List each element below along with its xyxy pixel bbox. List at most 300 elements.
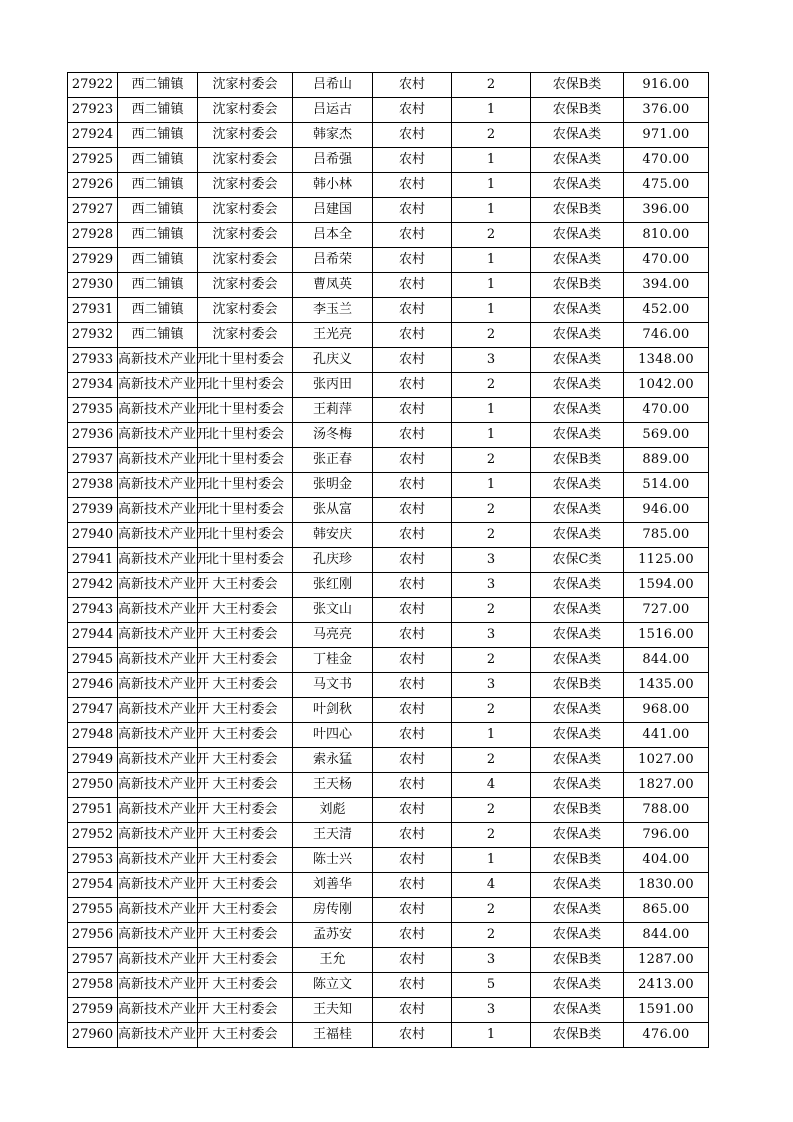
resident-name-cell: 叶剑秋 xyxy=(293,698,373,723)
area-type-cell: 农村 xyxy=(373,898,452,923)
insurance-category-cell: 农保A类 xyxy=(531,373,624,398)
town-cell: 高新技术产业开 xyxy=(118,998,198,1023)
resident-name-cell: 张明金 xyxy=(293,473,373,498)
household-count-cell: 2 xyxy=(452,123,531,148)
amount-cell: 475.00 xyxy=(624,173,709,198)
town-cell: 高新技术产业开 xyxy=(118,598,198,623)
town-cell: 高新技术产业开 xyxy=(118,973,198,998)
amount-cell: 844.00 xyxy=(624,648,709,673)
resident-name-cell: 吕建国 xyxy=(293,198,373,223)
town-cell: 高新技术产业开 xyxy=(118,473,198,498)
table-row xyxy=(68,648,709,673)
insurance-category-cell: 农保A类 xyxy=(531,898,624,923)
area-type-cell: 农村 xyxy=(373,273,452,298)
town-cell: 高新技术产业开 xyxy=(118,498,198,523)
amount-cell: 396.00 xyxy=(624,198,709,223)
record-id-cell: 27956 xyxy=(68,923,118,948)
insurance-category-cell: 农保A类 xyxy=(531,148,624,173)
insurance-category-cell: 农保A类 xyxy=(531,173,624,198)
town-cell: 高新技术产业开 xyxy=(118,398,198,423)
amount-cell: 946.00 xyxy=(624,498,709,523)
village-committee-cell: 大王村委会 xyxy=(198,1023,293,1048)
area-type-cell: 农村 xyxy=(373,748,452,773)
area-type-cell: 农村 xyxy=(373,373,452,398)
record-id-cell: 27929 xyxy=(68,248,118,273)
table-row xyxy=(68,148,709,173)
table-row xyxy=(68,123,709,148)
amount-cell: 968.00 xyxy=(624,698,709,723)
village-committee-cell: 大王村委会 xyxy=(198,798,293,823)
household-count-cell: 1 xyxy=(452,173,531,198)
table-row xyxy=(68,223,709,248)
insurance-category-cell: 农保A类 xyxy=(531,348,624,373)
town-cell: 西二铺镇 xyxy=(118,248,198,273)
resident-name-cell: 房传刚 xyxy=(293,898,373,923)
household-count-cell: 2 xyxy=(452,898,531,923)
amount-cell: 394.00 xyxy=(624,273,709,298)
household-count-cell: 1 xyxy=(452,848,531,873)
record-id-cell: 27940 xyxy=(68,523,118,548)
area-type-cell: 农村 xyxy=(373,573,452,598)
record-id-cell: 27947 xyxy=(68,698,118,723)
household-count-cell: 3 xyxy=(452,948,531,973)
insurance-category-cell: 农保B类 xyxy=(531,848,624,873)
household-count-cell: 2 xyxy=(452,598,531,623)
insurance-category-cell: 农保A类 xyxy=(531,623,624,648)
insurance-category-cell: 农保A类 xyxy=(531,248,624,273)
insurance-category-cell: 农保B类 xyxy=(531,448,624,473)
amount-cell: 844.00 xyxy=(624,923,709,948)
table-row xyxy=(68,873,709,898)
village-committee-cell: 大王村委会 xyxy=(198,898,293,923)
amount-cell: 1516.00 xyxy=(624,623,709,648)
resident-name-cell: 王天杨 xyxy=(293,773,373,798)
resident-name-cell: 韩安庆 xyxy=(293,523,373,548)
village-committee-cell: 北十里村委会 xyxy=(198,548,293,573)
amount-cell: 796.00 xyxy=(624,823,709,848)
resident-name-cell: 张红刚 xyxy=(293,573,373,598)
insurance-category-cell: 农保A类 xyxy=(531,873,624,898)
insurance-category-cell: 农保A类 xyxy=(531,648,624,673)
town-cell: 高新技术产业开 xyxy=(118,773,198,798)
record-id-cell: 27931 xyxy=(68,298,118,323)
table-row xyxy=(68,73,709,98)
town-cell: 高新技术产业开 xyxy=(118,348,198,373)
table-row xyxy=(68,748,709,773)
record-id-cell: 27939 xyxy=(68,498,118,523)
town-cell: 高新技术产业开 xyxy=(118,448,198,473)
amount-cell: 746.00 xyxy=(624,323,709,348)
area-type-cell: 农村 xyxy=(373,823,452,848)
record-id-cell: 27949 xyxy=(68,748,118,773)
record-id-cell: 27946 xyxy=(68,673,118,698)
village-committee-cell: 大王村委会 xyxy=(198,598,293,623)
area-type-cell: 农村 xyxy=(373,923,452,948)
village-committee-cell: 大王村委会 xyxy=(198,723,293,748)
town-cell: 高新技术产业开 xyxy=(118,548,198,573)
resident-name-cell: 张文山 xyxy=(293,598,373,623)
insurance-category-cell: 农保B类 xyxy=(531,273,624,298)
area-type-cell: 农村 xyxy=(373,423,452,448)
town-cell: 高新技术产业开 xyxy=(118,748,198,773)
village-committee-cell: 大王村委会 xyxy=(198,773,293,798)
town-cell: 西二铺镇 xyxy=(118,298,198,323)
record-id-cell: 27933 xyxy=(68,348,118,373)
village-committee-cell: 大王村委会 xyxy=(198,923,293,948)
amount-cell: 404.00 xyxy=(624,848,709,873)
area-type-cell: 农村 xyxy=(373,223,452,248)
insurance-category-cell: 农保B类 xyxy=(531,1023,624,1048)
resident-name-cell: 孔庆珍 xyxy=(293,548,373,573)
amount-cell: 785.00 xyxy=(624,523,709,548)
table-row xyxy=(68,673,709,698)
table-row xyxy=(68,973,709,998)
amount-cell: 476.00 xyxy=(624,1023,709,1048)
town-cell: 高新技术产业开 xyxy=(118,423,198,448)
table-row xyxy=(68,423,709,448)
resident-name-cell: 吕希强 xyxy=(293,148,373,173)
insurance-category-cell: 农保A类 xyxy=(531,723,624,748)
household-count-cell: 3 xyxy=(452,573,531,598)
town-cell: 西二铺镇 xyxy=(118,323,198,348)
record-id-cell: 27958 xyxy=(68,973,118,998)
insurance-category-cell: 农保B类 xyxy=(531,73,624,98)
area-type-cell: 农村 xyxy=(373,648,452,673)
area-type-cell: 农村 xyxy=(373,148,452,173)
insurance-category-cell: 农保A类 xyxy=(531,598,624,623)
household-count-cell: 1 xyxy=(452,98,531,123)
area-type-cell: 农村 xyxy=(373,998,452,1023)
household-count-cell: 1 xyxy=(452,398,531,423)
record-id-cell: 27941 xyxy=(68,548,118,573)
household-count-cell: 5 xyxy=(452,973,531,998)
village-committee-cell: 北十里村委会 xyxy=(198,423,293,448)
insurance-category-cell: 农保A类 xyxy=(531,398,624,423)
village-committee-cell: 大王村委会 xyxy=(198,573,293,598)
resident-name-cell: 王夫知 xyxy=(293,998,373,1023)
village-committee-cell: 沈家村委会 xyxy=(198,273,293,298)
household-count-cell: 2 xyxy=(452,73,531,98)
household-count-cell: 3 xyxy=(452,548,531,573)
table-row xyxy=(68,498,709,523)
area-type-cell: 农村 xyxy=(373,323,452,348)
table-row xyxy=(68,398,709,423)
amount-cell: 727.00 xyxy=(624,598,709,623)
town-cell: 高新技术产业开 xyxy=(118,673,198,698)
amount-cell: 1435.00 xyxy=(624,673,709,698)
town-cell: 高新技术产业开 xyxy=(118,798,198,823)
insurance-category-cell: 农保B类 xyxy=(531,673,624,698)
amount-cell: 1287.00 xyxy=(624,948,709,973)
amount-cell: 441.00 xyxy=(624,723,709,748)
insurance-category-cell: 农保A类 xyxy=(531,473,624,498)
amount-cell: 470.00 xyxy=(624,398,709,423)
table-row xyxy=(68,623,709,648)
village-committee-cell: 大王村委会 xyxy=(198,673,293,698)
table-row xyxy=(68,523,709,548)
village-committee-cell: 北十里村委会 xyxy=(198,348,293,373)
area-type-cell: 农村 xyxy=(373,248,452,273)
table-row xyxy=(68,348,709,373)
amount-cell: 1125.00 xyxy=(624,548,709,573)
household-count-cell: 2 xyxy=(452,648,531,673)
insurance-category-cell: 农保A类 xyxy=(531,998,624,1023)
record-id-cell: 27938 xyxy=(68,473,118,498)
household-count-cell: 1 xyxy=(452,423,531,448)
area-type-cell: 农村 xyxy=(373,623,452,648)
insurance-category-cell: 农保C类 xyxy=(531,548,624,573)
household-count-cell: 2 xyxy=(452,223,531,248)
roster-body xyxy=(68,73,709,1048)
village-committee-cell: 大王村委会 xyxy=(198,873,293,898)
amount-cell: 2413.00 xyxy=(624,973,709,998)
record-id-cell: 27935 xyxy=(68,398,118,423)
amount-cell: 865.00 xyxy=(624,898,709,923)
area-type-cell: 农村 xyxy=(373,398,452,423)
insurance-category-cell: 农保A类 xyxy=(531,498,624,523)
household-count-cell: 2 xyxy=(452,323,531,348)
village-committee-cell: 沈家村委会 xyxy=(198,248,293,273)
resident-name-cell: 孟苏安 xyxy=(293,923,373,948)
area-type-cell: 农村 xyxy=(373,298,452,323)
village-committee-cell: 大王村委会 xyxy=(198,623,293,648)
village-committee-cell: 大王村委会 xyxy=(198,948,293,973)
household-count-cell: 1 xyxy=(452,248,531,273)
amount-cell: 1591.00 xyxy=(624,998,709,1023)
resident-name-cell: 张从富 xyxy=(293,498,373,523)
town-cell: 高新技术产业开 xyxy=(118,923,198,948)
town-cell: 高新技术产业开 xyxy=(118,948,198,973)
area-type-cell: 农村 xyxy=(373,948,452,973)
insurance-category-cell: 农保B类 xyxy=(531,798,624,823)
table-row xyxy=(68,698,709,723)
insurance-category-cell: 农保A类 xyxy=(531,923,624,948)
resident-name-cell: 刘彪 xyxy=(293,798,373,823)
table-row xyxy=(68,598,709,623)
household-count-cell: 4 xyxy=(452,773,531,798)
amount-cell: 1348.00 xyxy=(624,348,709,373)
table-row xyxy=(68,1023,709,1048)
area-type-cell: 农村 xyxy=(373,1023,452,1048)
amount-cell: 916.00 xyxy=(624,73,709,98)
resident-name-cell: 张丙田 xyxy=(293,373,373,398)
village-committee-cell: 北十里村委会 xyxy=(198,473,293,498)
village-committee-cell: 大王村委会 xyxy=(198,748,293,773)
household-count-cell: 2 xyxy=(452,823,531,848)
amount-cell: 470.00 xyxy=(624,248,709,273)
resident-name-cell: 刘善华 xyxy=(293,873,373,898)
table-row xyxy=(68,198,709,223)
insurance-category-cell: 农保A类 xyxy=(531,523,624,548)
amount-cell: 788.00 xyxy=(624,798,709,823)
household-count-cell: 2 xyxy=(452,923,531,948)
table-row xyxy=(68,823,709,848)
household-count-cell: 1 xyxy=(452,473,531,498)
record-id-cell: 27928 xyxy=(68,223,118,248)
resident-name-cell: 汤冬梅 xyxy=(293,423,373,448)
town-cell: 高新技术产业开 xyxy=(118,823,198,848)
area-type-cell: 农村 xyxy=(373,673,452,698)
resident-name-cell: 王光亮 xyxy=(293,323,373,348)
village-committee-cell: 大王村委会 xyxy=(198,973,293,998)
record-id-cell: 27925 xyxy=(68,148,118,173)
insurance-category-cell: 农保A类 xyxy=(531,773,624,798)
table-row xyxy=(68,98,709,123)
town-cell: 西二铺镇 xyxy=(118,173,198,198)
table-row xyxy=(68,273,709,298)
resident-name-cell: 孔庆义 xyxy=(293,348,373,373)
household-count-cell: 1 xyxy=(452,1023,531,1048)
town-cell: 高新技术产业开 xyxy=(118,898,198,923)
village-committee-cell: 沈家村委会 xyxy=(198,198,293,223)
table-row xyxy=(68,373,709,398)
resident-name-cell: 吕本全 xyxy=(293,223,373,248)
household-count-cell: 2 xyxy=(452,748,531,773)
record-id-cell: 27924 xyxy=(68,123,118,148)
household-count-cell: 1 xyxy=(452,273,531,298)
resident-name-cell: 陈立文 xyxy=(293,973,373,998)
household-count-cell: 2 xyxy=(452,448,531,473)
amount-cell: 971.00 xyxy=(624,123,709,148)
village-committee-cell: 大王村委会 xyxy=(198,648,293,673)
amount-cell: 1827.00 xyxy=(624,773,709,798)
household-count-cell: 1 xyxy=(452,198,531,223)
resident-name-cell: 张正春 xyxy=(293,448,373,473)
table-row xyxy=(68,298,709,323)
resident-name-cell: 韩家杰 xyxy=(293,123,373,148)
record-id-cell: 27927 xyxy=(68,198,118,223)
table-row xyxy=(68,723,709,748)
village-committee-cell: 沈家村委会 xyxy=(198,148,293,173)
area-type-cell: 农村 xyxy=(373,198,452,223)
amount-cell: 1027.00 xyxy=(624,748,709,773)
area-type-cell: 农村 xyxy=(373,73,452,98)
village-committee-cell: 北十里村委会 xyxy=(198,498,293,523)
resident-name-cell: 韩小林 xyxy=(293,173,373,198)
village-committee-cell: 沈家村委会 xyxy=(198,298,293,323)
table-row xyxy=(68,473,709,498)
record-id-cell: 27942 xyxy=(68,573,118,598)
insurance-category-cell: 农保A类 xyxy=(531,223,624,248)
household-count-cell: 3 xyxy=(452,998,531,1023)
town-cell: 高新技术产业开 xyxy=(118,623,198,648)
table-row xyxy=(68,848,709,873)
village-committee-cell: 北十里村委会 xyxy=(198,523,293,548)
village-committee-cell: 沈家村委会 xyxy=(198,123,293,148)
area-type-cell: 农村 xyxy=(373,473,452,498)
village-committee-cell: 沈家村委会 xyxy=(198,323,293,348)
area-type-cell: 农村 xyxy=(373,498,452,523)
town-cell: 西二铺镇 xyxy=(118,223,198,248)
resident-name-cell: 索永猛 xyxy=(293,748,373,773)
table-row xyxy=(68,448,709,473)
household-count-cell: 3 xyxy=(452,348,531,373)
table-row xyxy=(68,948,709,973)
record-id-cell: 27952 xyxy=(68,823,118,848)
table-row xyxy=(68,998,709,1023)
town-cell: 西二铺镇 xyxy=(118,123,198,148)
household-count-cell: 3 xyxy=(452,673,531,698)
village-committee-cell: 北十里村委会 xyxy=(198,373,293,398)
record-id-cell: 27934 xyxy=(68,373,118,398)
town-cell: 西二铺镇 xyxy=(118,73,198,98)
village-committee-cell: 大王村委会 xyxy=(198,698,293,723)
household-count-cell: 2 xyxy=(452,798,531,823)
resident-name-cell: 叶四心 xyxy=(293,723,373,748)
record-id-cell: 27922 xyxy=(68,73,118,98)
town-cell: 高新技术产业开 xyxy=(118,373,198,398)
village-committee-cell: 沈家村委会 xyxy=(198,173,293,198)
record-id-cell: 27944 xyxy=(68,623,118,648)
record-id-cell: 27955 xyxy=(68,898,118,923)
area-type-cell: 农村 xyxy=(373,798,452,823)
insurance-category-cell: 农保A类 xyxy=(531,973,624,998)
town-cell: 高新技术产业开 xyxy=(118,698,198,723)
village-committee-cell: 北十里村委会 xyxy=(198,448,293,473)
area-type-cell: 农村 xyxy=(373,723,452,748)
table-row xyxy=(68,173,709,198)
household-count-cell: 2 xyxy=(452,523,531,548)
amount-cell: 376.00 xyxy=(624,98,709,123)
area-type-cell: 农村 xyxy=(373,123,452,148)
household-count-cell: 2 xyxy=(452,373,531,398)
resident-name-cell: 王福桂 xyxy=(293,1023,373,1048)
village-committee-cell: 沈家村委会 xyxy=(198,73,293,98)
amount-cell: 569.00 xyxy=(624,423,709,448)
record-id-cell: 27945 xyxy=(68,648,118,673)
insurance-category-cell: 农保A类 xyxy=(531,573,624,598)
insurance-category-cell: 农保A类 xyxy=(531,823,624,848)
area-type-cell: 农村 xyxy=(373,523,452,548)
area-type-cell: 农村 xyxy=(373,698,452,723)
record-id-cell: 27954 xyxy=(68,873,118,898)
insurance-category-cell: 农保A类 xyxy=(531,323,624,348)
area-type-cell: 农村 xyxy=(373,873,452,898)
record-id-cell: 27960 xyxy=(68,1023,118,1048)
resident-name-cell: 王莉萍 xyxy=(293,398,373,423)
area-type-cell: 农村 xyxy=(373,598,452,623)
amount-cell: 452.00 xyxy=(624,298,709,323)
resident-name-cell: 陈士兴 xyxy=(293,848,373,873)
resident-name-cell: 李玉兰 xyxy=(293,298,373,323)
resident-name-cell: 吕希荣 xyxy=(293,248,373,273)
area-type-cell: 农村 xyxy=(373,173,452,198)
record-id-cell: 27959 xyxy=(68,998,118,1023)
table-row xyxy=(68,798,709,823)
table-row xyxy=(68,923,709,948)
resident-name-cell: 吕运古 xyxy=(293,98,373,123)
village-committee-cell: 大王村委会 xyxy=(198,998,293,1023)
insurance-category-cell: 农保A类 xyxy=(531,748,624,773)
resident-name-cell: 马亮亮 xyxy=(293,623,373,648)
household-count-cell: 1 xyxy=(452,148,531,173)
village-committee-cell: 沈家村委会 xyxy=(198,223,293,248)
area-type-cell: 农村 xyxy=(373,848,452,873)
record-id-cell: 27943 xyxy=(68,598,118,623)
insurance-category-cell: 农保A类 xyxy=(531,298,624,323)
resident-name-cell: 曹凤英 xyxy=(293,273,373,298)
table-row xyxy=(68,548,709,573)
household-count-cell: 1 xyxy=(452,723,531,748)
amount-cell: 470.00 xyxy=(624,148,709,173)
amount-cell: 810.00 xyxy=(624,223,709,248)
amount-cell: 1830.00 xyxy=(624,873,709,898)
household-count-cell: 4 xyxy=(452,873,531,898)
resident-name-cell: 马文书 xyxy=(293,673,373,698)
area-type-cell: 农村 xyxy=(373,548,452,573)
record-id-cell: 27953 xyxy=(68,848,118,873)
insurance-category-cell: 农保B类 xyxy=(531,198,624,223)
